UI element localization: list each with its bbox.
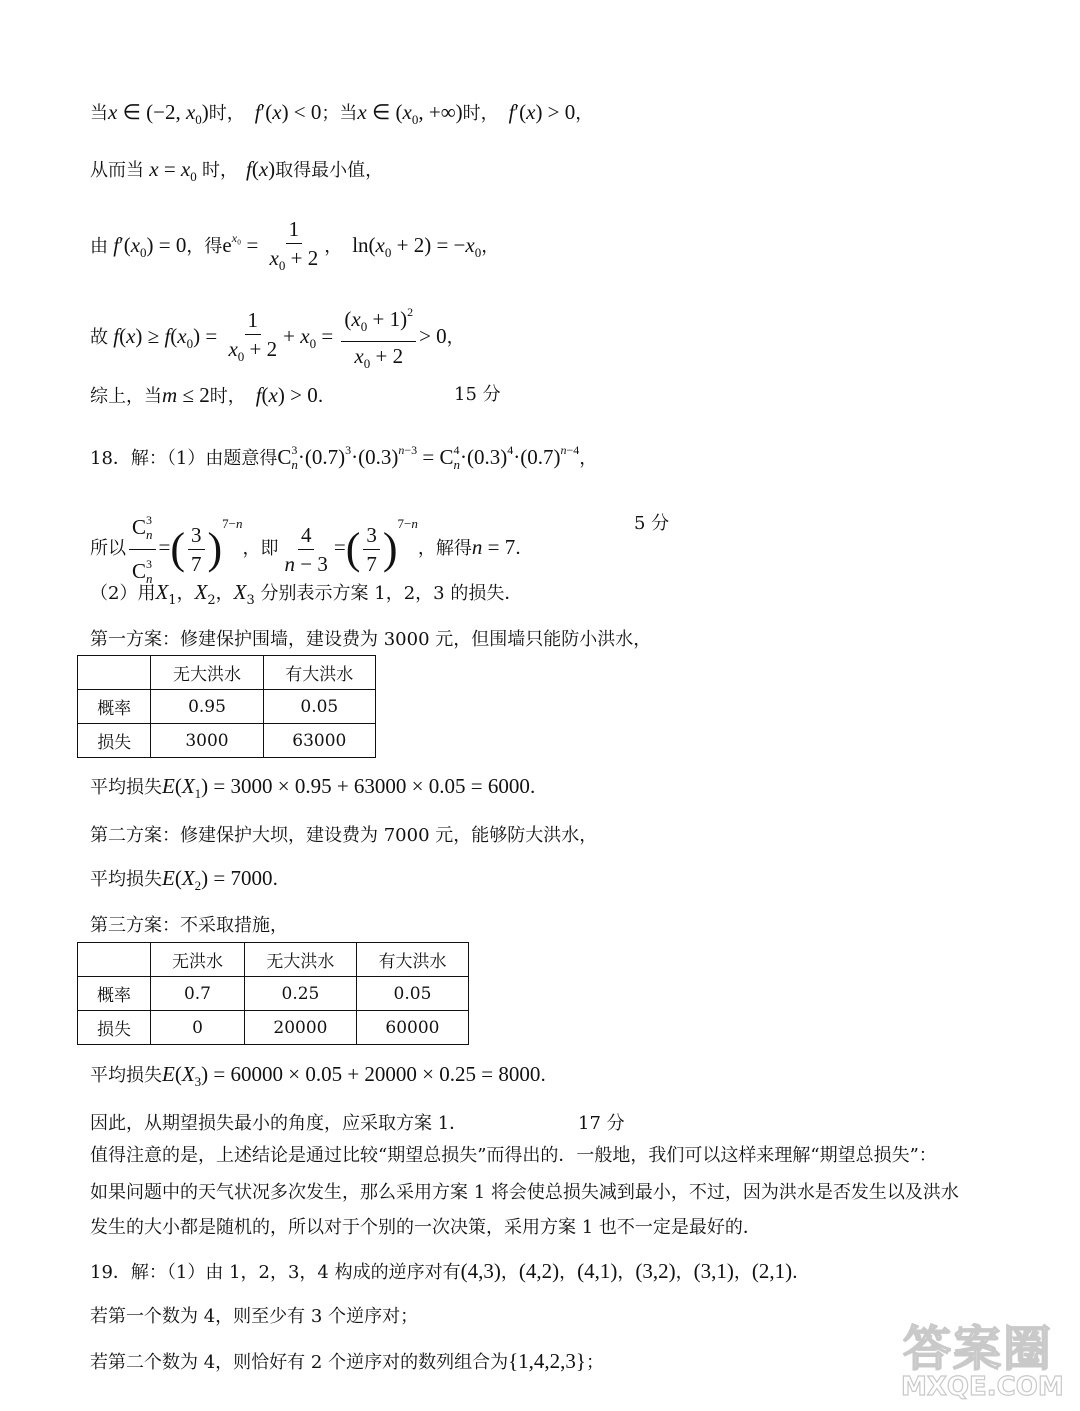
text: ， (733, 1262, 752, 1283)
table-cell: 有大洪水 (263, 656, 375, 690)
fraction: $\frac{4}{n - 3}$ (284, 522, 328, 576)
text: ，得 (186, 236, 223, 257)
table-cell: 无洪水 (151, 943, 245, 977)
table-cell: 0.7 (151, 977, 245, 1011)
text: 时， (202, 160, 238, 181)
text: 综上，当 (90, 386, 162, 407)
text: ． (540, 1065, 559, 1086)
text: ． (529, 777, 548, 798)
pair: (4,3) (460, 1259, 501, 1283)
table-cell (78, 943, 151, 977)
text: ． (515, 538, 534, 559)
text: 平均损失 (90, 1065, 162, 1086)
table-row (78, 690, 376, 724)
text: 时， (209, 386, 246, 407)
watermark-text: 答案圈 (903, 1321, 1054, 1377)
line-expected-loss-1: 平均损失$E(X_1) = 3000 \times 0.95 + 63000 \times 0.05 = 6000$． (90, 774, 548, 801)
text: 19．解：（1）由 1，2，3，4 构成的逆序对有 (90, 1262, 461, 1283)
text: ． (272, 869, 291, 890)
text: ； (586, 1352, 604, 1373)
line-expected-loss-3: 平均损失$E(X_3) = 60000 \times 0.05 + 20000 \times 0.25 = 8000$． (90, 1062, 559, 1089)
text: ． (317, 386, 336, 407)
line-plan-1: 第一方案：修建保护围墙，建设费为 3000 元，但围墙只能防小洪水， (90, 629, 652, 650)
table-cell: 无大洪水 (244, 943, 356, 977)
text: ， (579, 448, 598, 469)
text: 平均损失 (90, 777, 162, 798)
plan-3-table (77, 942, 469, 1045)
table-cell: 损失 (78, 1011, 151, 1045)
line-second-4 (90, 1347, 604, 1377)
table-cell: 概率 (78, 977, 151, 1011)
text: 分别表示方案 1，2，3 的损失． (260, 583, 523, 604)
fraction: $\frac{1}{x_0 + 2}$ (269, 216, 319, 273)
line-problem-18: 18．解：（1）由题意得$C^3_n\cdot(0.7)^3\cdot(0.3)^{n-3} = C^4_n\cdot(0.3)^4\cdot(0.7)^{n-4}$， (90, 443, 598, 472)
pair: (4,2) (518, 1259, 560, 1283)
text: ， (617, 1262, 636, 1283)
text: 若第二个数为 4，则恰好有 2 个逆序对的数列组合为 (90, 1352, 509, 1373)
table-cell: 有大洪水 (356, 943, 468, 977)
score-15: 15 分 (454, 384, 501, 405)
table-cell: 损失 (78, 724, 151, 758)
fraction: $\frac{3}{7}$ (188, 523, 205, 576)
score-5: 5 分 (634, 513, 670, 534)
text: ；当 (321, 103, 358, 124)
text: ， (575, 103, 594, 124)
fraction: $\frac{1}{x_0 + 2}$ (228, 307, 278, 364)
plan-1-table (77, 655, 376, 758)
text: ， (215, 583, 234, 604)
text: ， (675, 1262, 694, 1283)
table-cell: 60000 (356, 1011, 468, 1045)
text: 18．解：（1）由题意得 (90, 448, 278, 469)
table-cell (78, 656, 151, 690)
fraction: $\frac{C^3_n}{C^3_n}$ (129, 508, 156, 591)
line-expected-loss-2: 平均损失$E(X_2) = 7000$． (90, 866, 291, 893)
line-plan-3: 第三方案：不采取措施， (90, 915, 288, 936)
text: 故 (90, 327, 108, 348)
line-problem-19 (90, 1257, 810, 1287)
pair: (3,1) (693, 1259, 734, 1283)
text: 时， (208, 103, 245, 124)
table-row (78, 943, 469, 977)
line-conclusion: 综上，当m ≤ 2时， f(x) > 0． (90, 383, 336, 407)
text: 从而当 (90, 160, 144, 181)
table-row (78, 1011, 469, 1045)
table-cell: 0.95 (151, 690, 263, 724)
text: 当 (90, 103, 108, 124)
text: 取得最小值， (275, 160, 384, 181)
line-plan-2: 第二方案：修建保护大坝，建设费为 7000 元，能够防大洪水， (90, 825, 598, 846)
score-17: 17 分 (578, 1113, 625, 1134)
text: ， (324, 236, 343, 257)
watermark-domain: MXQE.COM (901, 1372, 1064, 1402)
text: ，解得 (417, 538, 472, 559)
text: 时， (462, 103, 499, 124)
text: （2）用 (90, 583, 156, 604)
fraction: $\frac{(x_0 + 1)^2}{x_0 + 2}$ (341, 300, 416, 376)
line-part-2: （2）用$X_1$，$X_2$，$X_3$ 分别表示方案 1，2，3 的损失． (90, 580, 523, 608)
line-note-3: 发生的大小都是随机的，所以对于个别的一次决策，采用方案 1 也不一定是最好的． (90, 1217, 761, 1238)
table-row (78, 656, 376, 690)
table-cell: 0.25 (244, 977, 356, 1011)
line-derivative-sign: 当x ∈ (−2, $x_0$)时， f′(x) < 0；当x ∈ ($x_0$, +∞)时， f′(x) > 0， (90, 100, 594, 127)
pair: (2,1) (751, 1259, 793, 1283)
text: ， (176, 583, 195, 604)
table-row (78, 724, 376, 758)
set: {1,4,2,3} (508, 1349, 586, 1373)
line-first-4: 若第一个数为 4，则至少有 3 个逆序对； (90, 1306, 419, 1327)
line-critical-point: 由 $f'(x_0) = 0$，得$e^{x_0}$ = $\frac{1}{x_0 + 2}$ ， $\ln(x_0 + 2) = -x_0$， (90, 212, 499, 279)
text: ， (446, 327, 465, 348)
line-note-1: 值得注意的是，上述结论是通过比较“期望总损失”而得出的．一般地，我们可以这样来理解“期望总损失”： (90, 1145, 937, 1166)
watermark-logo (895, 1310, 1070, 1405)
text: 平均损失 (90, 869, 162, 890)
pair: (4,1) (577, 1259, 618, 1283)
table-cell: 0 (151, 1011, 245, 1045)
table-cell: 0.05 (356, 977, 468, 1011)
table-cell: 20000 (244, 1011, 356, 1045)
text: 所以 (90, 538, 126, 559)
table-cell: 3000 (151, 724, 263, 758)
line-inequality: 故 $f(x) \ge f(x_0)$ = $\frac{1}{x_0 + 2}$ + $x_0$ = $\frac{(x_0 + 1)^2}{x_0 + 2}$ > 0， (90, 300, 465, 376)
text: ，即 (242, 538, 279, 559)
text: ， (481, 236, 500, 257)
text: ， (500, 1262, 519, 1283)
line-minimum: 从而当 $x = x_0$ 时， f(x)取得最小值， (90, 157, 384, 184)
fraction: $\frac{3}{7}$ (363, 523, 380, 576)
line-note-2: 如果问题中的天气状况多次发生，那么采用方案 1 将会使总损失减到最小，不过，因为洪水是否发生以及洪水 (90, 1182, 959, 1203)
table-row (78, 977, 469, 1011)
line-choose-plan: 因此，从期望损失最小的角度，应采取方案 1． (90, 1113, 468, 1134)
pair: (3,2) (635, 1259, 676, 1283)
text: ， (559, 1262, 578, 1283)
table-cell: 概率 (78, 690, 151, 724)
table-cell: 0.05 (263, 690, 375, 724)
text: 由 (90, 236, 108, 257)
table-cell: 无大洪水 (151, 656, 263, 690)
text: ． (792, 1262, 811, 1283)
line-solve-n: 所以 $\frac{C^3_n}{C^3_n}$ =( $\frac{3}{7}$ )$^{7-n}$，即 $\frac{4}{n - 3}$ =( $\frac{3}{7}$ )$^{7-n}$，解得n = 7． (90, 494, 533, 591)
table-cell: 63000 (263, 724, 375, 758)
